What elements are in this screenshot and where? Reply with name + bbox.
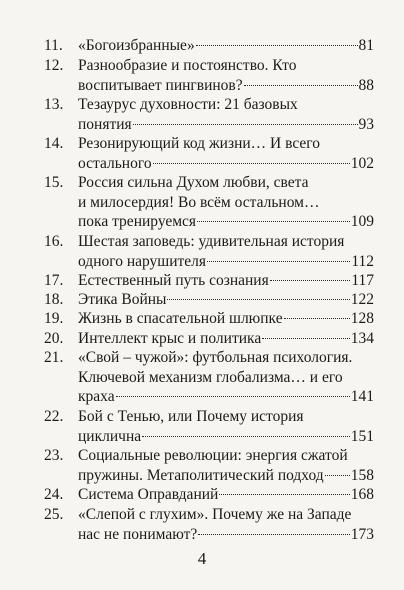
toc-entry-number: 25. [44, 506, 64, 523]
toc-entry-title: Социальные революции: энергия сжатой [78, 447, 348, 464]
toc-entry-title: пружины. Метаполитический подход [78, 466, 324, 484]
toc-entry-number: 15. [44, 174, 64, 191]
toc-entry-line [78, 212, 374, 232]
toc-entry-title: «Богоизбранные» [78, 37, 195, 54]
toc-entry-body [78, 271, 374, 291]
dot-leader [196, 45, 358, 46]
toc-entry-line [78, 56, 374, 76]
toc-entry-title: воспитывает пингвинов? [78, 76, 243, 94]
toc-entry-line [78, 309, 374, 329]
toc-entry-title: одного нарушителя [78, 252, 207, 270]
toc-entry-body [78, 485, 374, 505]
dot-leader [116, 396, 350, 397]
toc-entry-line [78, 387, 374, 407]
toc-entry-body [78, 95, 374, 134]
toc-entry-title: Ключевой механизм глобализма… и его [78, 368, 343, 386]
dot-leader [207, 261, 350, 262]
dot-leader [198, 534, 350, 535]
toc-entry-page: 93 [358, 115, 374, 133]
toc-entry-body [78, 290, 374, 310]
toc-entry-title: Система Оправданий [78, 486, 219, 503]
toc-entry-body [78, 446, 374, 485]
toc-entry-number: 19. [44, 310, 64, 327]
toc-entry-line [78, 485, 374, 505]
dot-leader [284, 318, 350, 319]
toc-entry-line [78, 76, 374, 96]
toc-entry-number: 21. [44, 349, 64, 366]
dot-leader [270, 280, 351, 281]
toc-entry-number: 24. [44, 486, 64, 503]
toc-entry-page: 173 [350, 525, 374, 543]
toc-entry-number: 16. [44, 233, 64, 250]
toc-entry-title: Этика Войны [78, 291, 167, 308]
toc-entry-title: Россия сильна Духом любви, света [78, 174, 309, 191]
dot-leader [167, 299, 349, 300]
toc-entry-number: 18. [44, 291, 64, 308]
toc-entry-line [78, 36, 374, 56]
toc-entry-title: Интеллект крыс и политика [78, 330, 262, 347]
toc-entry-line [78, 134, 374, 154]
toc-entry-line [78, 348, 374, 368]
toc-entry-number: 22. [44, 408, 64, 425]
toc-entry-number: 11. [44, 37, 63, 54]
toc-entry-page: 158 [350, 466, 374, 484]
toc-entry-page: 102 [350, 154, 374, 172]
toc-entry-line [78, 95, 374, 115]
toc-entry-page: 168 [350, 486, 374, 503]
toc-entry-number: 23. [44, 447, 64, 464]
toc-entry-title: «Свой – чужой»: футбольная психология. [78, 349, 353, 366]
toc-entry-line [78, 329, 374, 349]
toc-entry-page: 141 [350, 388, 374, 405]
toc-entry-line [78, 505, 374, 525]
toc-entry-page: 109 [350, 213, 374, 230]
toc-entry-body [78, 56, 374, 95]
toc-entry-number: 20. [44, 330, 64, 347]
toc-entry-title: краха [78, 388, 115, 405]
toc-entry-page: 81 [358, 37, 374, 54]
toc-entry-line [78, 407, 374, 427]
toc-entry-line [78, 368, 374, 388]
toc-entry-page: 134 [350, 330, 374, 347]
toc-entry-body [78, 134, 374, 173]
toc-entry-number: 13. [44, 96, 64, 113]
toc-entry-page: 122 [350, 291, 374, 308]
toc-entry-line [78, 154, 374, 174]
toc-entry-line [78, 271, 374, 291]
toc-entry-body [78, 232, 374, 271]
toc-entry-title: Естественный путь сознания [78, 272, 269, 289]
toc-entry-page: 112 [351, 252, 374, 270]
dot-leader [197, 221, 350, 222]
toc-entry-number: 12. [44, 57, 64, 74]
toc-entry-title: Бой с Тенью, или Почему история [78, 408, 304, 425]
toc-entry-line [78, 115, 374, 135]
toc-entry-title: «Слепой с глухим». Почему же на Западе [78, 506, 352, 523]
toc-entry-title: остального [78, 154, 152, 172]
toc-entry-title: Шестая заповедь: удивительная история [78, 233, 345, 250]
dot-leader [262, 338, 350, 339]
page-number: 4 [197, 549, 207, 568]
toc-entry-title: Разнообразие и постоянство. Кто [78, 57, 297, 74]
toc-entry-title: нас не понимают? [78, 525, 198, 543]
toc-entry-title: понятия [78, 115, 132, 133]
toc-entry-page: 151 [350, 427, 374, 445]
dot-leader [219, 494, 349, 495]
dot-leader [133, 124, 358, 125]
toc-entry-line [78, 232, 374, 252]
toc-entry-body [78, 309, 374, 329]
toc-entry-number: 14. [44, 135, 64, 152]
toc-entry-line [78, 446, 374, 466]
toc-entry-page: 117 [351, 272, 374, 289]
toc-entry-title: и милосердия! Во всём остальном… [78, 193, 320, 211]
toc-entry-title: Жизнь в спасательной шлюпке [78, 310, 283, 327]
toc-entry-title: пока тренируемся [78, 213, 197, 230]
toc-entry-line [78, 525, 374, 545]
toc-entry-title: Тезаурус духовности: 21 базовых [78, 96, 298, 113]
toc-entry-line [78, 173, 374, 193]
dot-leader [325, 475, 350, 476]
toc-entry-page: 128 [350, 310, 374, 327]
toc-entry-line [78, 290, 374, 310]
dot-leader [142, 436, 350, 437]
toc-entry-body [78, 407, 374, 446]
dot-leader [244, 85, 358, 86]
toc-entry-line [78, 466, 374, 486]
toc-entry-page: 88 [358, 76, 374, 94]
toc-entry-body [78, 36, 374, 56]
toc-entry-title: Резонирующий код жизни… И всего [78, 135, 320, 152]
toc-entry-number: 17. [44, 272, 64, 289]
toc-entry-line [78, 427, 374, 447]
toc-entry-line [78, 252, 374, 272]
toc-entry-body [78, 329, 374, 349]
toc-entry-body [78, 173, 374, 232]
toc-entry-body [78, 505, 374, 544]
toc-entry-line [78, 193, 374, 213]
dot-leader [153, 163, 350, 164]
toc-entry-title: циклична [78, 427, 142, 445]
toc-entry-body [78, 348, 374, 407]
